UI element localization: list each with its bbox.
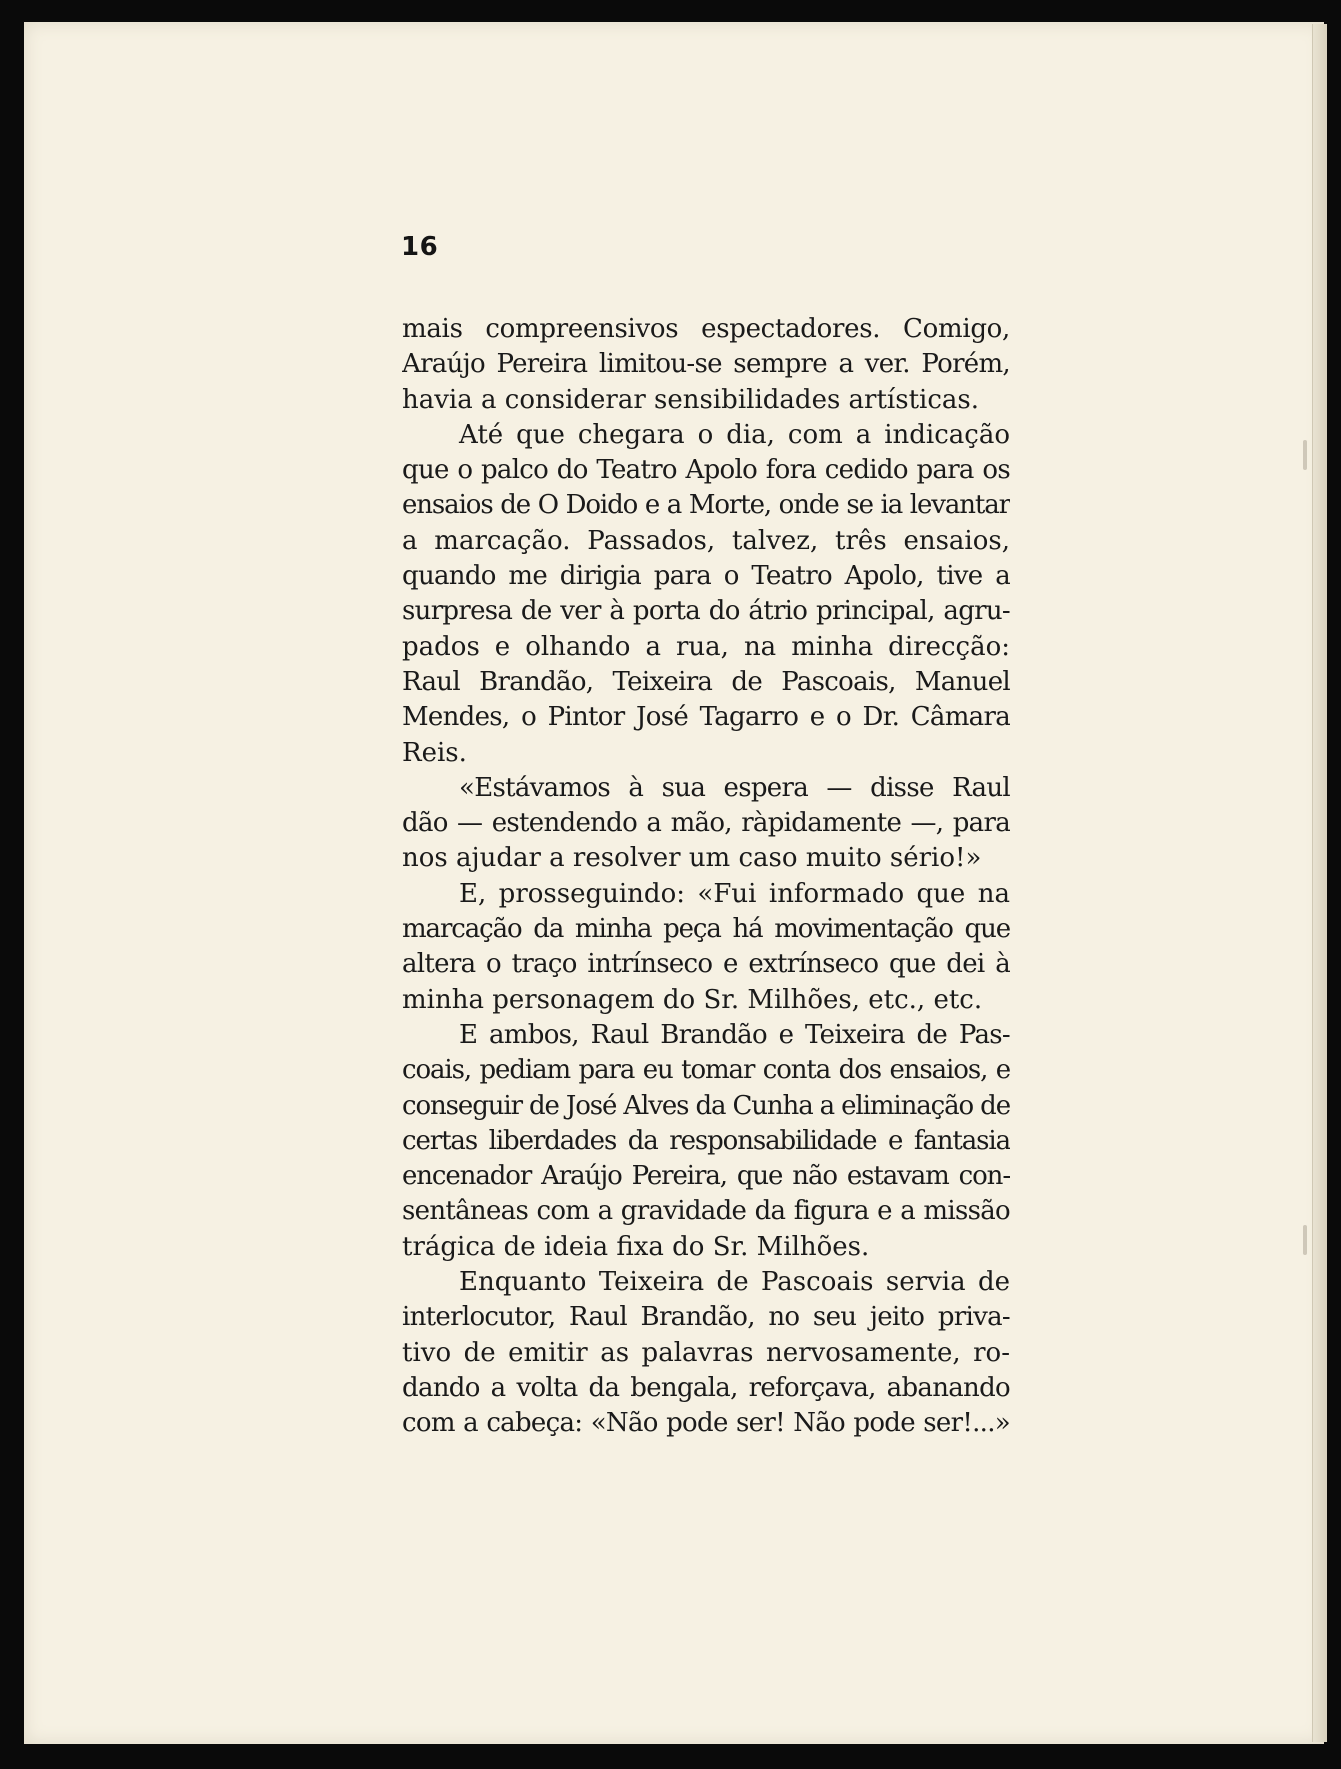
text-line: sentâneas com a gravidade da figura e a missão <box>402 1196 1010 1227</box>
text-line: havia a considerar sensibilidades artísticas. <box>402 384 980 415</box>
text-line: ensaios de O Doido e a Morte, onde se ia levantar <box>402 490 1010 521</box>
body-text <box>402 312 1010 1442</box>
text-line: pados e olhando a rua, na minha direcção: <box>402 631 1010 662</box>
text-line: Araújo Pereira limitou-se sempre a ver. Porém, <box>402 349 1010 380</box>
text-line: altera o traço intrínseco e extrínseco que dei à <box>402 949 1010 980</box>
text-line: interlocutor, Raul Brandão, no seu jeito priva- <box>402 1302 1010 1333</box>
text-line: Reis. <box>402 737 467 768</box>
text-line: E ambos, Raul Brandão e Teixeira de Pas- <box>459 1019 1010 1050</box>
text-line: surpresa de ver à porta do átrio principal, agru- <box>402 596 1010 627</box>
text-line: encenador Araújo Pereira, que não estavam con- <box>402 1161 1010 1192</box>
text-line: trágica de ideia fixa do Sr. Milhões. <box>402 1231 870 1262</box>
text-line: mais compreensivos espectadores. Comigo, <box>402 314 1010 344</box>
text-line: marcação da minha peça há movimentação que <box>402 914 1010 945</box>
text-line: minha personagem do Sr. Milhões, etc., etc. <box>402 984 983 1015</box>
text-line: dão — estendendo a mão, ràpidamente —, para <box>402 808 1010 839</box>
text-line: nos ajudar a resolver um caso muito sério!» <box>402 843 982 874</box>
margin-mark <box>1303 1225 1307 1255</box>
text-line: dando a volta da bengala, reforçava, abanando <box>402 1372 1010 1403</box>
text-line: a marcação. Passados, talvez, três ensaios, <box>402 525 1010 556</box>
text-line: Enquanto Teixeira de Pascoais servia de <box>459 1267 1010 1298</box>
margin-mark <box>1303 440 1307 470</box>
text-line: conseguir de José Alves da Cunha a eliminação de <box>402 1090 1010 1121</box>
page-edge <box>1312 24 1327 1742</box>
text-line: Até que chegara o dia, com a indicação <box>459 419 1010 450</box>
text-line: tivo de emitir as palavras nervosamente, ro- <box>402 1337 1010 1368</box>
text-line: que o palco do Teatro Apolo fora cedido para os <box>402 455 1010 486</box>
text-line: certas liberdades da responsabilidade e fantasia <box>402 1125 1010 1156</box>
text-line: com a cabeça: «Não pode ser! Não pode ser!...» <box>402 1408 1010 1439</box>
text-line: quando me dirigia para o Teatro Apolo, tive a <box>402 561 1010 592</box>
text-line: «Estávamos à sua espera — disse Raul <box>459 772 1010 803</box>
text-line: E, prosseguindo: «Fui informado que na <box>459 878 1010 909</box>
page-number: 16 <box>401 232 439 262</box>
text-line: Mendes, o Pintor José Tagarro e o Dr. Câmara <box>402 702 1010 733</box>
text-line: Raul Brandão, Teixeira de Pascoais, Manuel <box>402 666 1010 697</box>
text-line: coais, pediam para eu tomar conta dos ensaios, e <box>402 1055 1010 1086</box>
